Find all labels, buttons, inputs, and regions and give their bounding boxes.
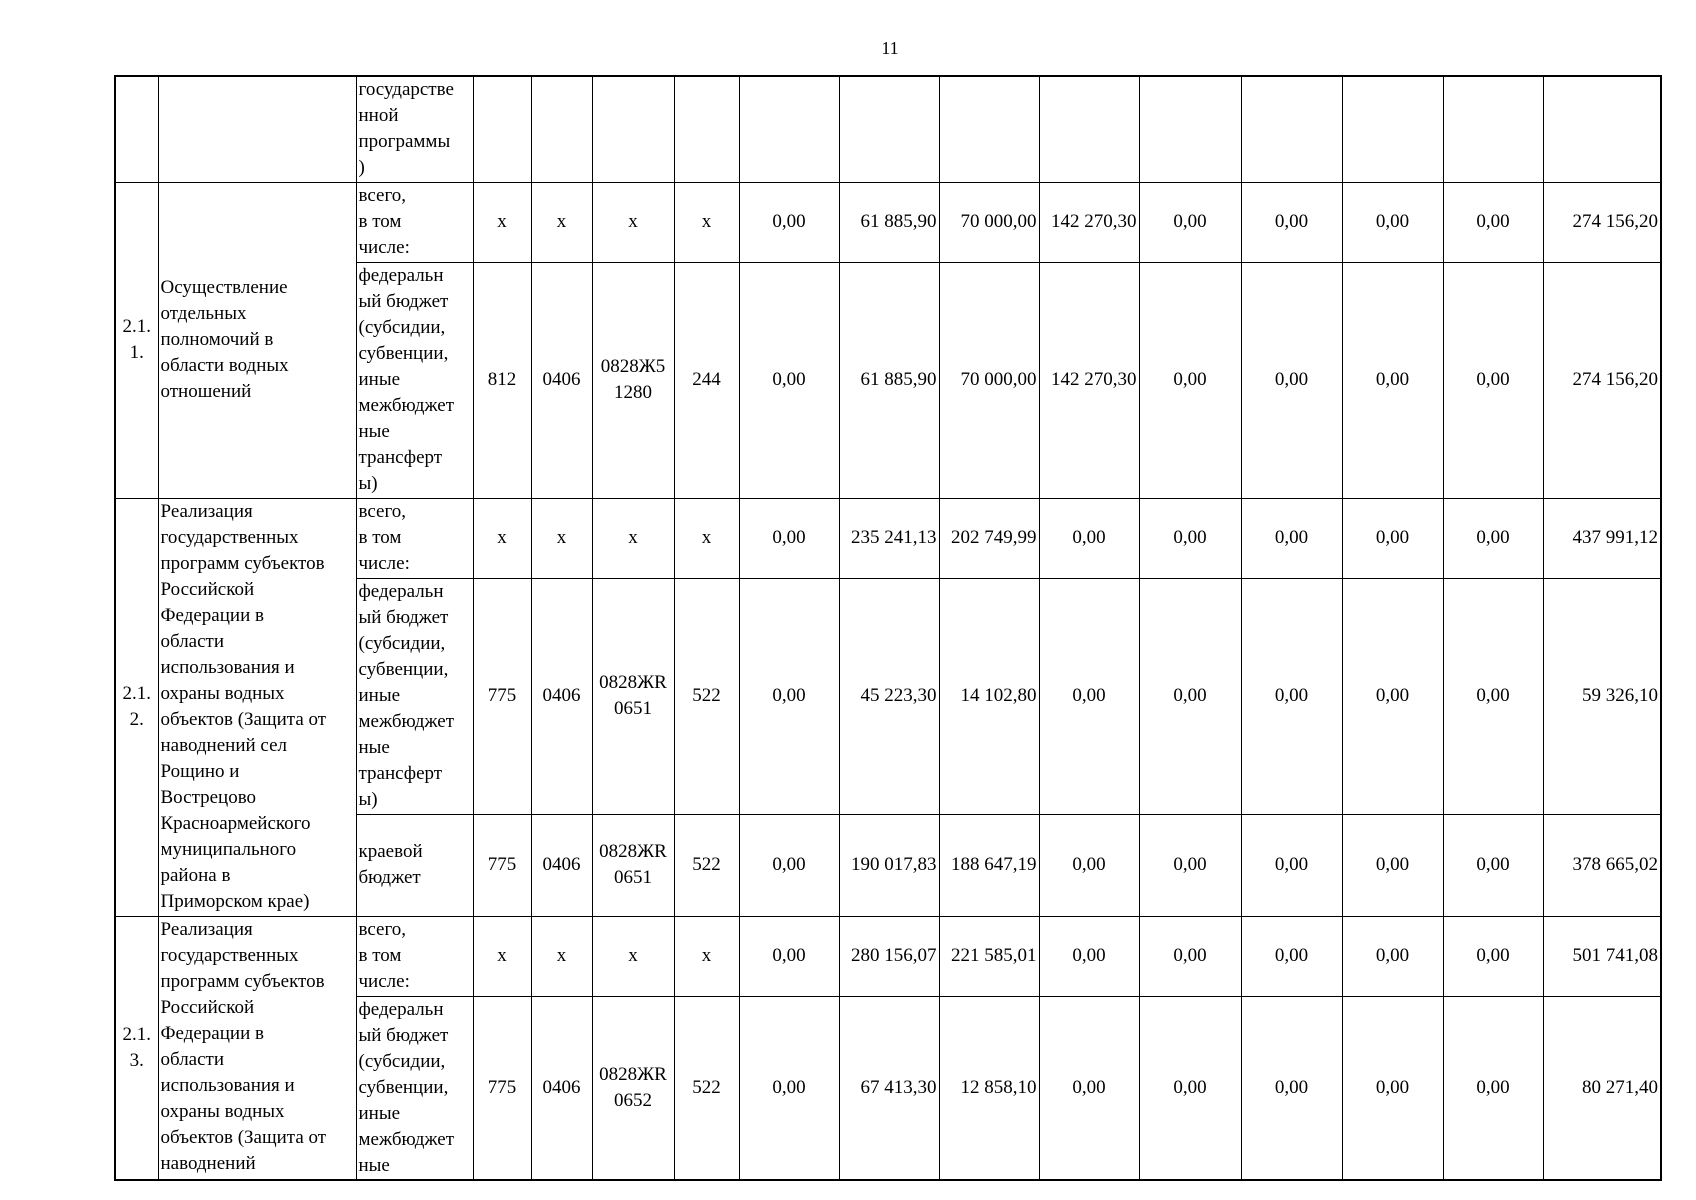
total-cell: 501 741,08 — [1543, 916, 1661, 996]
grbs-cell: х — [473, 182, 531, 262]
table-row — [115, 76, 1661, 182]
value-cell: 202 749,99 — [939, 498, 1039, 578]
rzpr-cell — [531, 76, 592, 182]
value-cell: 0,00 — [1039, 916, 1139, 996]
value-cell: 0,00 — [1443, 578, 1543, 814]
table-row — [115, 182, 1661, 262]
value-cell: 61 885,90 — [839, 262, 939, 498]
value-cell: 0,00 — [1443, 996, 1543, 1180]
value-cell: 0,00 — [739, 578, 839, 814]
value-cell: 0,00 — [1139, 578, 1241, 814]
table-body — [115, 76, 1661, 1180]
value-cell: 0,00 — [1443, 498, 1543, 578]
page-number: 11 — [881, 38, 899, 58]
funding-source-cell: федеральн ый бюджет (субсидии, субвенции, иные межбюджет ные трансферт ы) — [356, 262, 473, 498]
value-cell: 0,00 — [739, 916, 839, 996]
vr-cell: х — [674, 498, 739, 578]
value-cell: 0,00 — [1443, 262, 1543, 498]
grbs-cell: 812 — [473, 262, 531, 498]
vr-cell: х — [674, 182, 739, 262]
value-cell — [1139, 76, 1241, 182]
csr-cell: 0828ЖR 0652 — [592, 996, 674, 1180]
value-cell: 0,00 — [1139, 814, 1241, 916]
value-cell: 0,00 — [1241, 814, 1342, 916]
csr-cell: х — [592, 498, 674, 578]
csr-cell — [592, 76, 674, 182]
value-cell: 0,00 — [1241, 578, 1342, 814]
value-cell: 70 000,00 — [939, 262, 1039, 498]
value-cell: 0,00 — [1039, 814, 1139, 916]
funding-source-cell: всего, в том числе: — [356, 182, 473, 262]
value-cell: 0,00 — [1039, 996, 1139, 1180]
value-cell — [939, 76, 1039, 182]
row-number-cell: 2.1. 3. — [115, 916, 158, 1180]
total-cell: 80 271,40 — [1543, 996, 1661, 1180]
rzpr-cell: 0406 — [531, 578, 592, 814]
value-cell: 0,00 — [1342, 498, 1443, 578]
value-cell — [739, 76, 839, 182]
rzpr-cell: 0406 — [531, 262, 592, 498]
value-cell: 235 241,13 — [839, 498, 939, 578]
budget-table — [114, 75, 1662, 1181]
rzpr-cell: х — [531, 498, 592, 578]
value-cell: 142 270,30 — [1039, 182, 1139, 262]
value-cell: 190 017,83 — [839, 814, 939, 916]
value-cell: 0,00 — [1342, 916, 1443, 996]
funding-source-cell: всего, в том числе: — [356, 498, 473, 578]
value-cell: 61 885,90 — [839, 182, 939, 262]
value-cell: 0,00 — [1443, 916, 1543, 996]
value-cell: 12 858,10 — [939, 996, 1039, 1180]
value-cell: 142 270,30 — [1039, 262, 1139, 498]
value-cell: 14 102,80 — [939, 578, 1039, 814]
value-cell: 0,00 — [739, 814, 839, 916]
vr-cell: 522 — [674, 996, 739, 1180]
value-cell: 0,00 — [1342, 262, 1443, 498]
value-cell: 0,00 — [1039, 498, 1139, 578]
value-cell: 221 585,01 — [939, 916, 1039, 996]
grbs-cell: х — [473, 916, 531, 996]
csr-cell: х — [592, 916, 674, 996]
value-cell: 0,00 — [1241, 498, 1342, 578]
csr-cell: х — [592, 182, 674, 262]
table-row — [115, 916, 1661, 996]
value-cell: 0,00 — [739, 262, 839, 498]
vr-cell: х — [674, 916, 739, 996]
grbs-cell: х — [473, 498, 531, 578]
vr-cell: 522 — [674, 814, 739, 916]
value-cell — [1241, 76, 1342, 182]
value-cell: 188 647,19 — [939, 814, 1039, 916]
rzpr-cell: 0406 — [531, 814, 592, 916]
row-number-cell — [115, 76, 158, 182]
total-cell: 437 991,12 — [1543, 498, 1661, 578]
value-cell — [839, 76, 939, 182]
funding-source-cell: федеральн ый бюджет (субсидии, субвенции, иные межбюджет ные — [356, 996, 473, 1180]
event-name-cell: Реализация государственных программ субъектов Российской Федерации в области использования и охраны водных объектов (Защита от наводнений — [158, 916, 356, 1180]
funding-source-cell: краевой бюджет — [356, 814, 473, 916]
value-cell: 0,00 — [1039, 578, 1139, 814]
event-name-cell: Реализация государственных программ субъектов Российской Федерации в области использования и охраны водных объектов (Защита от наводнений сел Рощино и Вострецово Красноармейского муниципального района в Приморском крае) — [158, 498, 356, 916]
total-cell: 59 326,10 — [1543, 578, 1661, 814]
row-number-cell: 2.1. 1. — [115, 182, 158, 498]
total-cell — [1543, 76, 1661, 182]
value-cell — [1443, 76, 1543, 182]
rzpr-cell: х — [531, 182, 592, 262]
value-cell: 0,00 — [739, 182, 839, 262]
table-row — [115, 498, 1661, 578]
grbs-cell — [473, 76, 531, 182]
vr-cell: 522 — [674, 578, 739, 814]
vr-cell: 244 — [674, 262, 739, 498]
value-cell: 0,00 — [1139, 498, 1241, 578]
value-cell: 0,00 — [1241, 182, 1342, 262]
value-cell: 45 223,30 — [839, 578, 939, 814]
value-cell: 0,00 — [1342, 814, 1443, 916]
total-cell: 378 665,02 — [1543, 814, 1661, 916]
value-cell: 0,00 — [1241, 996, 1342, 1180]
csr-cell: 0828ЖR 0651 — [592, 578, 674, 814]
value-cell: 0,00 — [1139, 916, 1241, 996]
value-cell: 0,00 — [1443, 814, 1543, 916]
value-cell: 0,00 — [1342, 182, 1443, 262]
csr-cell: 0828ЖR 0651 — [592, 814, 674, 916]
funding-source-cell: государстве нной программы ) — [356, 76, 473, 182]
value-cell: 280 156,07 — [839, 916, 939, 996]
value-cell: 0,00 — [739, 996, 839, 1180]
rzpr-cell: х — [531, 916, 592, 996]
value-cell — [1342, 76, 1443, 182]
value-cell: 0,00 — [1139, 262, 1241, 498]
value-cell: 0,00 — [1139, 996, 1241, 1180]
value-cell: 0,00 — [1342, 996, 1443, 1180]
funding-source-cell: всего, в том числе: — [356, 916, 473, 996]
total-cell: 274 156,20 — [1543, 182, 1661, 262]
value-cell: 0,00 — [1443, 182, 1543, 262]
vr-cell — [674, 76, 739, 182]
grbs-cell: 775 — [473, 578, 531, 814]
value-cell: 70 000,00 — [939, 182, 1039, 262]
value-cell: 0,00 — [1342, 578, 1443, 814]
event-name-cell: Осуществление отдельных полномочий в области водных отношений — [158, 182, 356, 498]
funding-source-cell: федеральн ый бюджет (субсидии, субвенции, иные межбюджет ные трансферт ы) — [356, 578, 473, 814]
value-cell: 0,00 — [739, 498, 839, 578]
rzpr-cell: 0406 — [531, 996, 592, 1180]
value-cell — [1039, 76, 1139, 182]
value-cell: 67 413,30 — [839, 996, 939, 1180]
value-cell: 0,00 — [1241, 262, 1342, 498]
csr-cell: 0828Ж5 1280 — [592, 262, 674, 498]
grbs-cell: 775 — [473, 996, 531, 1180]
total-cell: 274 156,20 — [1543, 262, 1661, 498]
grbs-cell: 775 — [473, 814, 531, 916]
event-name-cell — [158, 76, 356, 182]
value-cell: 0,00 — [1241, 916, 1342, 996]
value-cell: 0,00 — [1139, 182, 1241, 262]
row-number-cell: 2.1. 2. — [115, 498, 158, 916]
